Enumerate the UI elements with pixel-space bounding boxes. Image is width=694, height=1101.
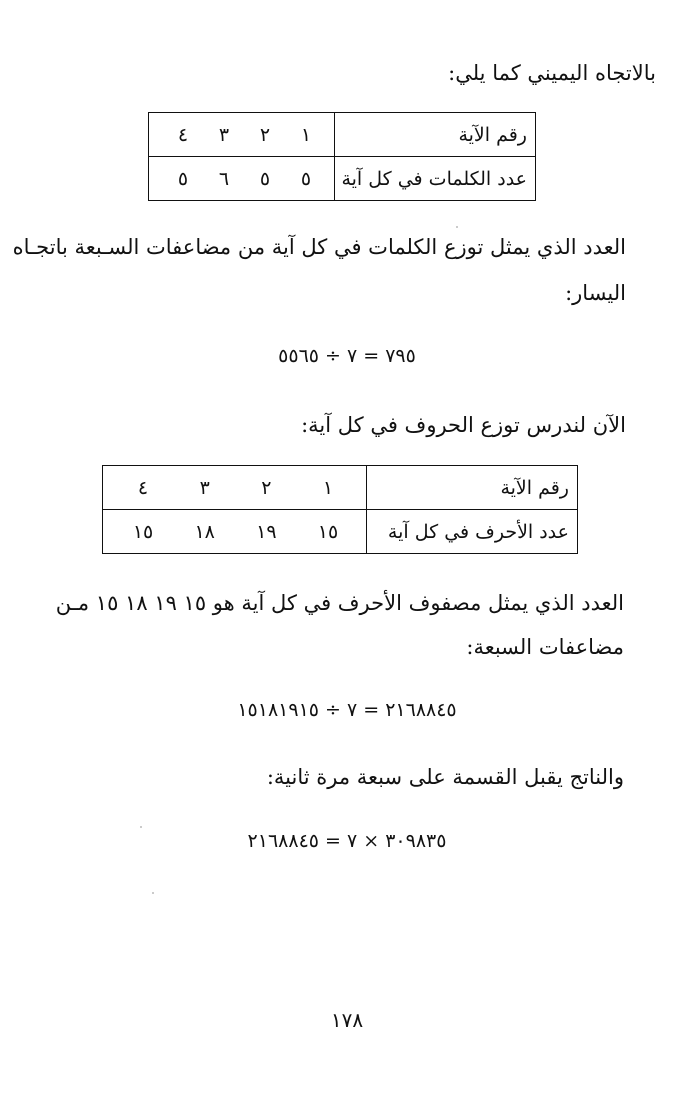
verse-number-label: رقم الآية bbox=[335, 113, 536, 157]
table-cell: ١٥ bbox=[132, 520, 154, 543]
equation-1: ٧٩٥ = ٧ ÷ ٥٥٦٥ bbox=[278, 345, 416, 367]
paragraph-1-line-2: اليسار: bbox=[565, 281, 626, 305]
equation-2: ٢١٦٨٨٤٥ = ٧ ÷ ١٥١٨١٩١٥ bbox=[237, 699, 457, 721]
table-cell: ٢ bbox=[259, 123, 271, 146]
table-cell: ٤ bbox=[137, 476, 149, 499]
word-count-values bbox=[149, 157, 335, 201]
paragraph-3-line-1: العدد الذي يمثل مصفوف الأحرف في كل آية هو ١٥ ١٩ ١٨ ١٥ مـن bbox=[55, 591, 624, 615]
table-cell: ٢ bbox=[261, 476, 272, 499]
page-number: ١٧٨ bbox=[330, 1008, 364, 1032]
table-cell: ٣ bbox=[218, 123, 230, 146]
table-cell: ٤ bbox=[177, 123, 189, 146]
table-cell: ١ bbox=[322, 476, 334, 499]
table-cell: ٥ bbox=[300, 167, 312, 190]
words-table bbox=[148, 112, 536, 201]
table-cell: ٣ bbox=[199, 476, 210, 499]
table-row bbox=[149, 157, 536, 201]
letter-count-values bbox=[103, 510, 367, 554]
verse-number-values bbox=[103, 466, 367, 510]
table-cell: ٦ bbox=[218, 167, 230, 190]
verse-number-values bbox=[149, 113, 335, 157]
table-cell: ١٥ bbox=[317, 520, 339, 543]
table-cell: ٥ bbox=[259, 167, 271, 190]
verse-number-label: رقم الآية bbox=[367, 466, 578, 510]
table-cell: ١٨ bbox=[194, 520, 215, 543]
table-cell: ٥ bbox=[177, 167, 189, 190]
table-row bbox=[103, 510, 578, 554]
letter-count-label: عدد الأحرف في كل آية bbox=[367, 510, 578, 554]
paragraph-1-line-1: العدد الذي يمثل توزع الكلمات في كل آية من مضاعفات السـبعة باتجـاه bbox=[12, 235, 626, 259]
table-row bbox=[103, 466, 578, 510]
letters-table bbox=[102, 465, 578, 554]
table-cell: ١٩ bbox=[256, 520, 277, 543]
paragraph-2: الآن لندرس توزع الحروف في كل آية: bbox=[301, 413, 626, 437]
paragraph-3-line-2: مضاعفات السبعة: bbox=[466, 635, 624, 659]
equation-3: ٣٠٩٨٣٥ × ٧ = ٢١٦٨٨٤٥ bbox=[247, 830, 447, 852]
intro-line: بالاتجاه اليميني كما يلي: bbox=[448, 61, 656, 85]
table-row bbox=[149, 113, 536, 157]
paragraph-4: والناتج يقبل القسمة على سبعة مرة ثانية: bbox=[266, 765, 624, 789]
table-cell: ١ bbox=[300, 123, 312, 146]
word-count-label: عدد الكلمات في كل آية bbox=[335, 157, 536, 201]
